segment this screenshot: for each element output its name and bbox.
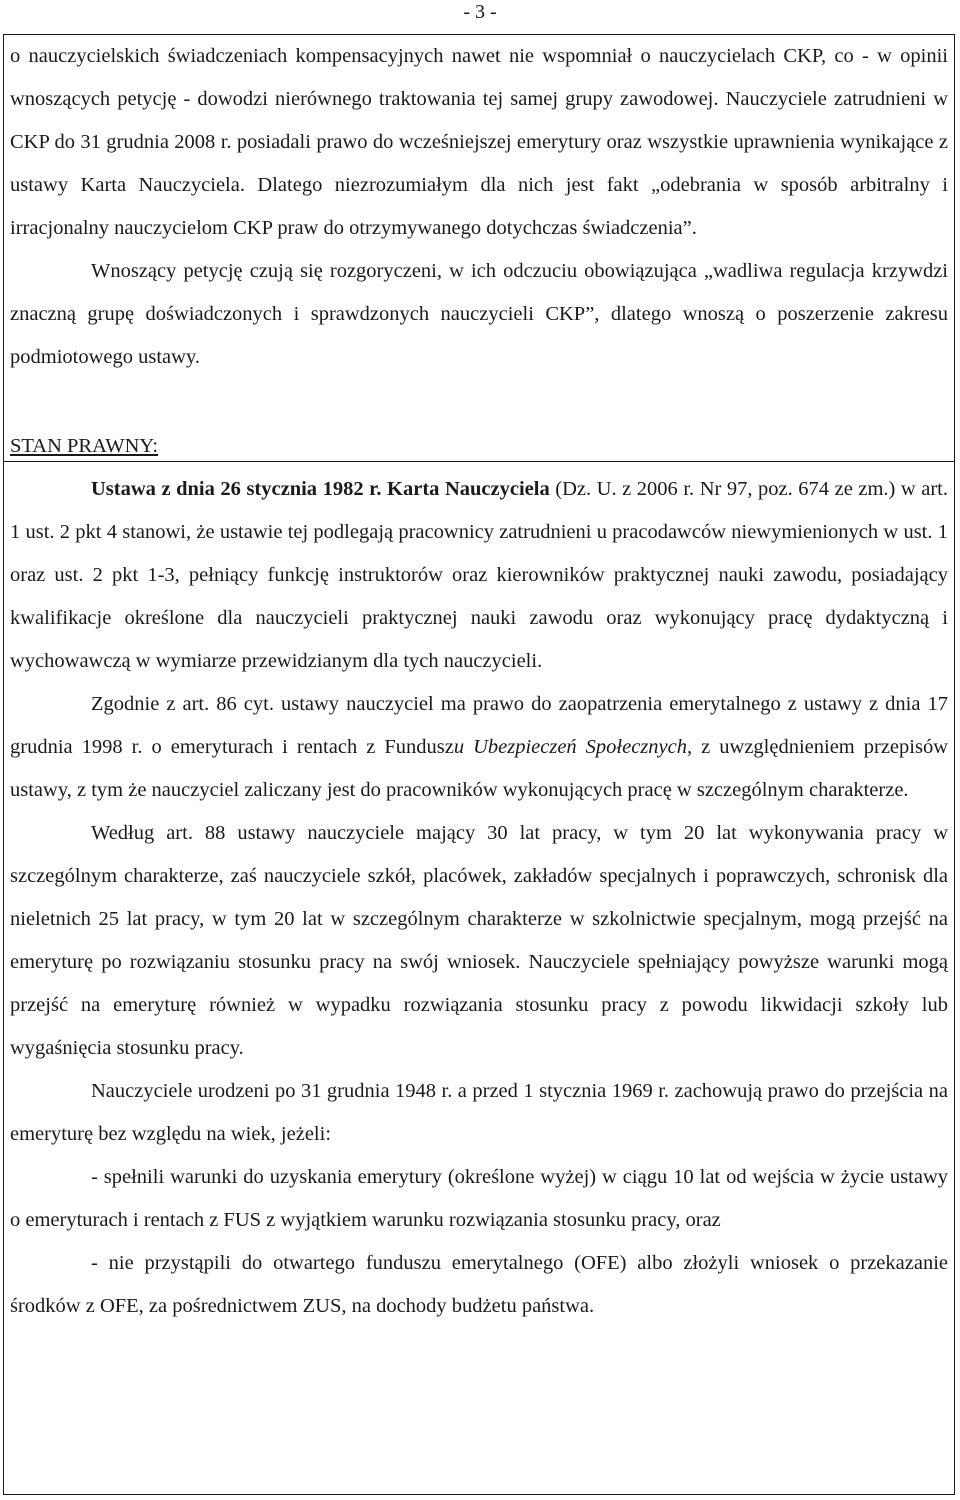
legal-paragraph-4: Nauczyciele urodzeni po 31 grudnia 1948 r. a przed 1 stycznia 1969 r. zachowują prawo do przejścia na emeryturę bez względu na wiek, jeżeli:	[10, 1080, 948, 1145]
petition-paragraph-2: Wnoszący petycję czują się rozgoryczeni, w ich odczuciu obowiązująca „wadliwa regulacja krzywdzi znaczną grupę doświadczonych i sprawdzonych nauczycieli CKP”, dlatego wnoszą o poszerzenie zakresu podmiotowego ustawy.	[10, 260, 948, 368]
legal-paragraph-2	[10, 683, 948, 812]
legal-paragraph-5: - spełnili warunki do uzyskania emerytury (określone wyżej) w ciągu 10 lat od wejścia w życie ustawy o emeryturach i rentach z FUS z wyjątkiem warunku rozwiązania stosunku pracy, oraz	[10, 1166, 948, 1231]
page-number: - 3 -	[463, 1, 497, 23]
legal-paragraph-1	[10, 468, 948, 683]
legal-paragraph-2-start: Zgodnie z art. 86 cyt. ustawy nauczyciel ma prawo do zaopatrzenia emerytalnego z ustawy z dnia 17 grudnia 1998 r. o emeryturach i rentach z Fundusz	[10, 693, 948, 758]
legal-paragraph-2-end: , z uwzględnieniem przepisów ustawy, z tym że nauczyciel zaliczany jest do pracowników wykonujących pracę w szczególnym charakterze.	[10, 736, 949, 801]
act-citation: (Dz. U. z 2006 r. Nr 97, poz. 674 ze zm.) w art. 1 ust. 2 pkt 4 stanowi, że ustawie tej podlegają pracownicy zatrudnieni u pracodawców niewymienionych w ust. 1 oraz ust. 2 pkt 1-3, pełniący funkcję instruktorów oraz kierowników praktycznej nauki zawodu, posiadający kwalifikacje określone dla nauczycieli praktycznej nauki zawodu oraz wykonujący pracę dydaktyczną i wychowawczą w wymiarze przewidzianym dla tych nauczycieli.	[10, 478, 948, 672]
petition-paragraph-1: o nauczycielskich świadczeniach kompensacyjnych nawet nie wspomniał o nauczycielach CKP, co - w opinii wnoszących petycję - dowodzi nierównego traktowania tej samej grupy zawodowej. Nauczyciele zatrudnieni w CKP do 31 grudnia 2008 r. posiadali prawo do wcześniejszej emerytury oraz wszystkie uprawnienia wynikające z ustawy Karta Nauczyciela. Dlatego niezrozumiałym dla nich jest fakt „odebrania w sposób arbitralny i irracjonalny nauczycielom CKP praw do otrzymywanego dotychczas świadczenia”.	[10, 45, 948, 239]
legal-paragraph-3: Według art. 88 ustawy nauczyciele mający 30 lat pracy, w tym 20 lat wykonywania pracy w szczególnym charakterze, zaś nauczyciele szkół, placówek, zakładów specjalnych i poprawczych, schronisk dla nieletnich 25 lat pracy, w tym 20 lat w szczególnym charakterze w szkolnictwie specjalnym, mogą przejść na emeryturę po rozwiązaniu stosunku pracy na swój wniosek. Nauczyciele spełniający powyższe warunki mogą przejść na emeryturę również w wypadku rozwiązania stosunku pracy z powodu likwidacji szkoły lub wygaśnięcia stosunku pracy.	[10, 822, 948, 1059]
act-title: Ustawa z dnia 26 stycznia 1982 r. Karta Nauczyciela	[91, 478, 550, 500]
legal-paragraph-2-italic: u Ubezpieczeń Społecznych	[453, 736, 688, 758]
legal-state-heading: STAN PRAWNY:	[10, 435, 159, 457]
legal-paragraph-6: - nie przystąpili do otwartego funduszu emerytalnego (OFE) albo złożyli wniosek o przekazanie środków z OFE, za pośrednictwem ZUS, na dochody budżetu państwa.	[10, 1252, 948, 1317]
legal-state-text	[10, 425, 948, 1328]
legal-state-heading-row	[10, 425, 948, 468]
petition-text	[10, 35, 948, 379]
